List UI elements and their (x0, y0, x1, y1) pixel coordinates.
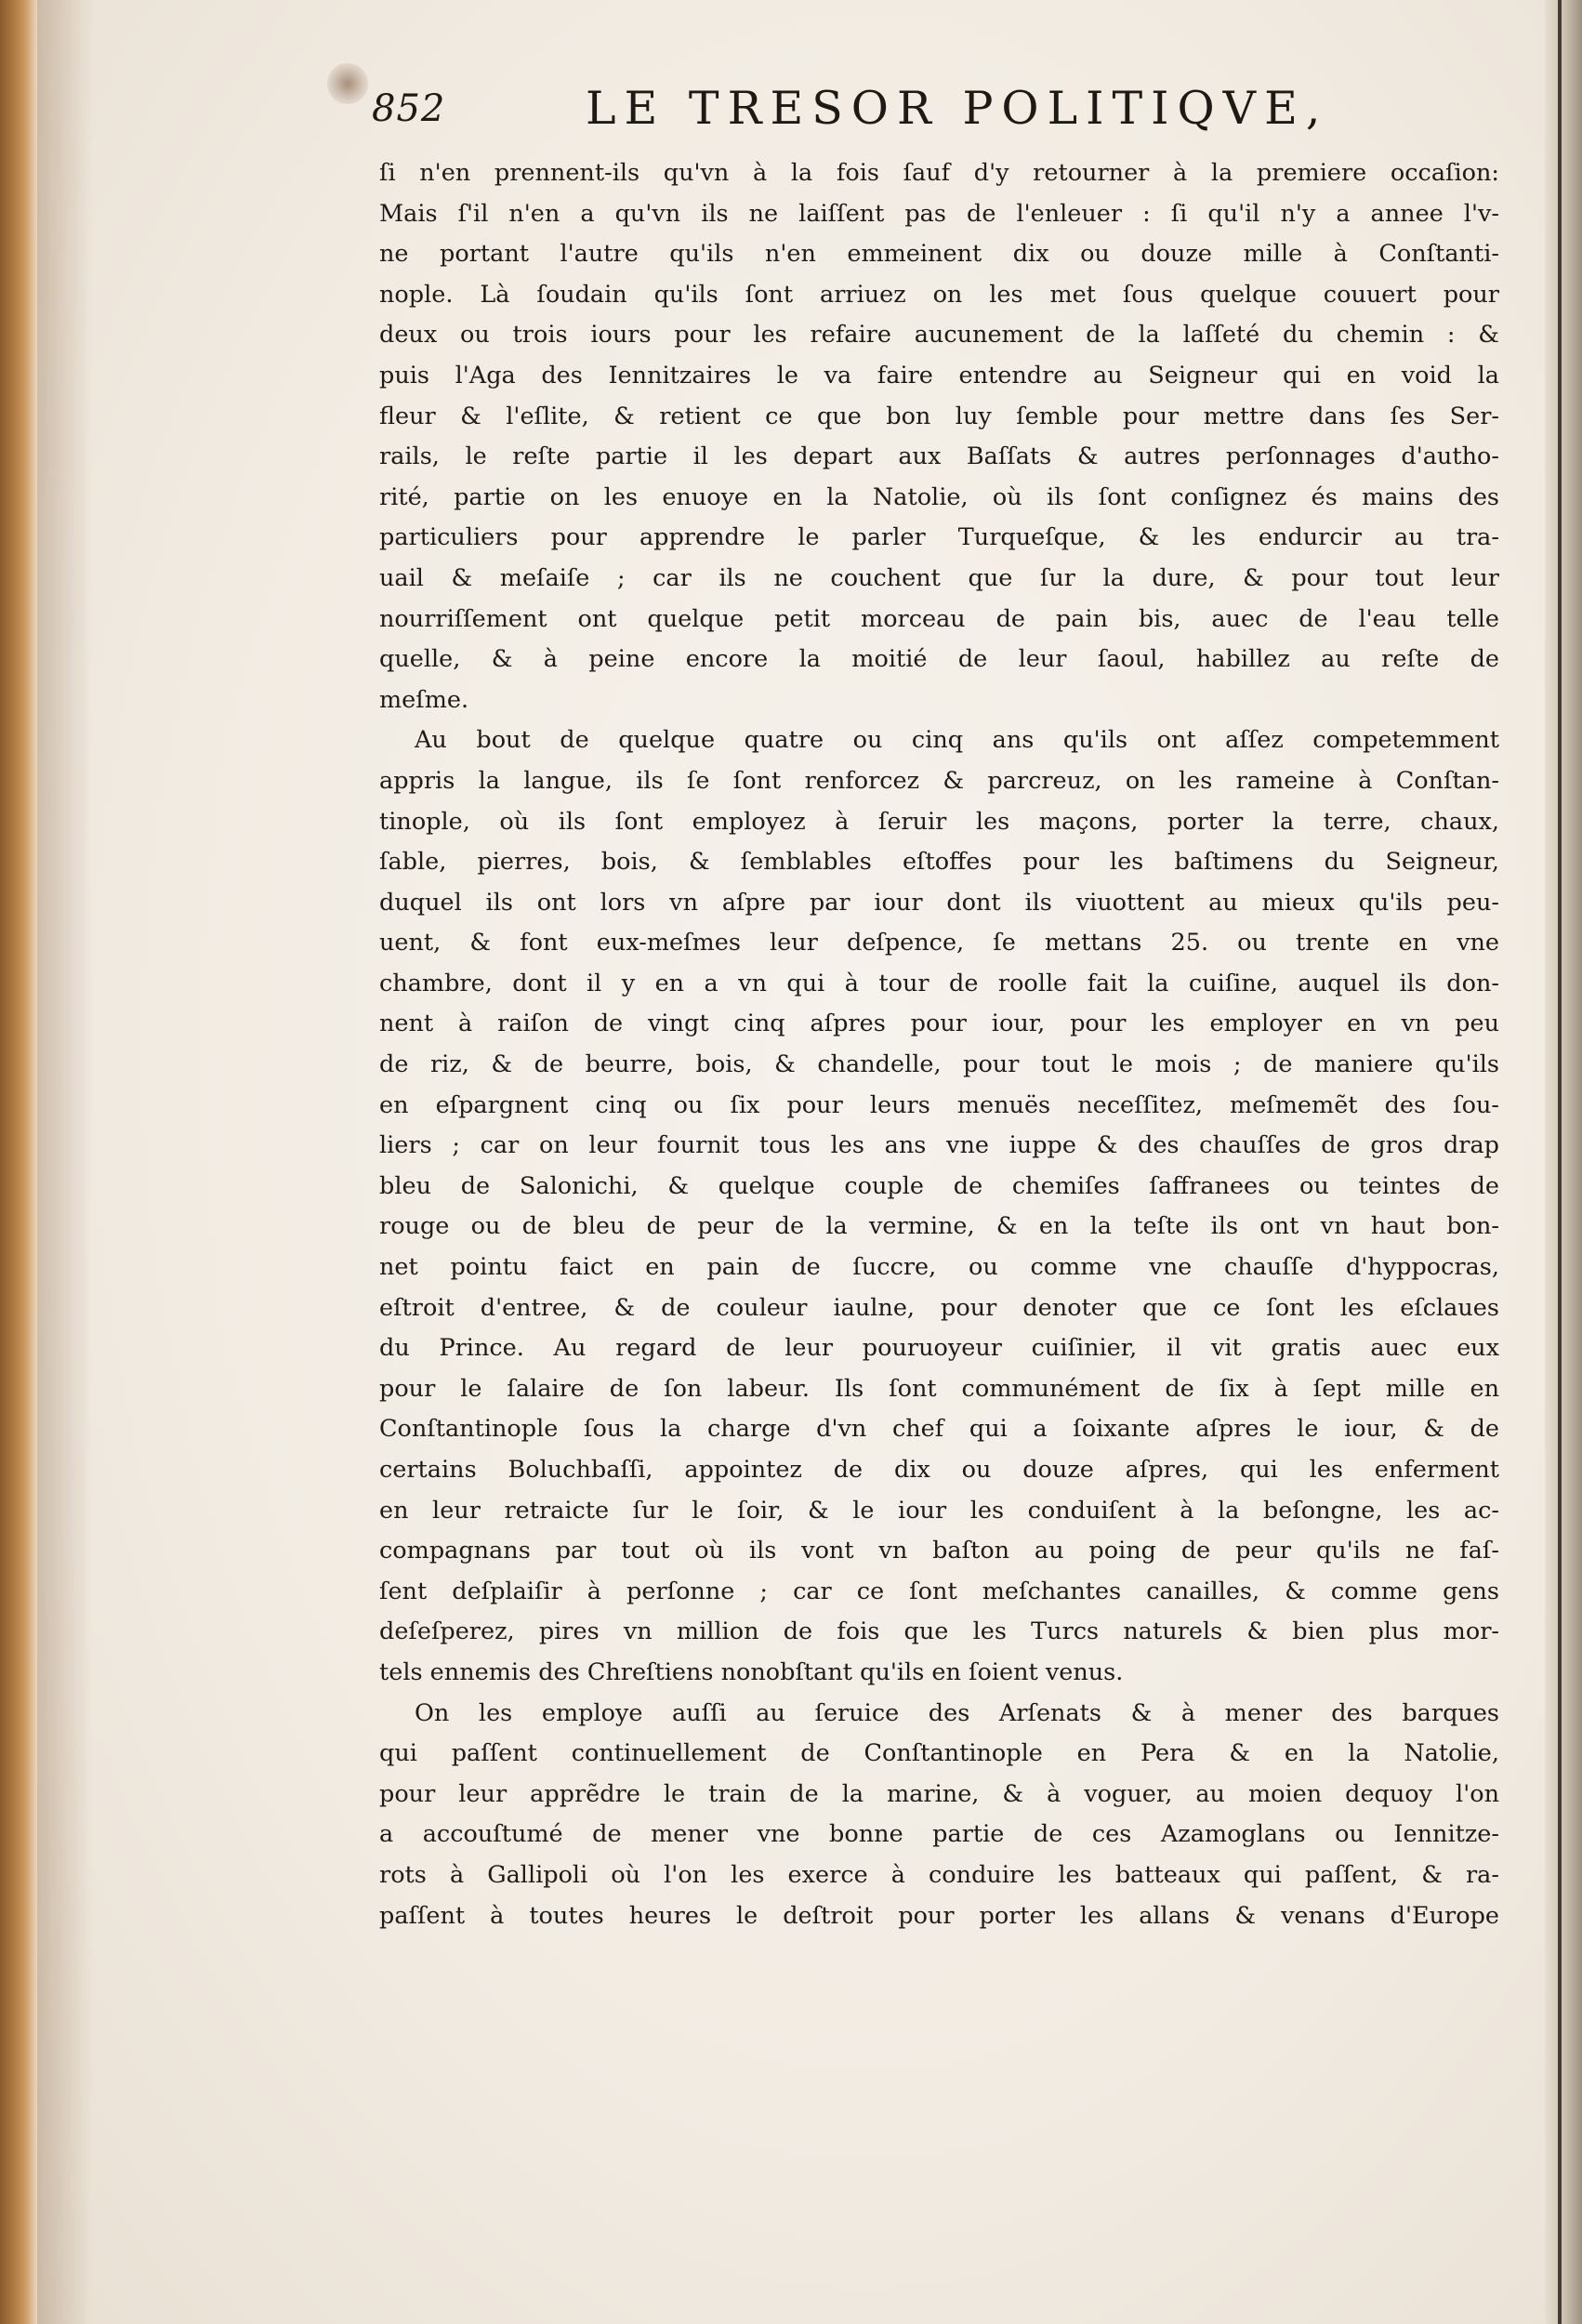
text-line: quelle, & à peine encore la moitié de leur ſaoul, habillez au reſte de (379, 645, 1499, 674)
text-line: Conſtantinople ſous la charge d'vn chef qui a ſoixante aſpres le iour, & de (379, 1415, 1499, 1444)
text-line: liers ; car on leur fournit tous les ans vne iuppe & des chauſſes de gros drap (379, 1131, 1499, 1160)
text-line: nent à raiſon de vingt cinq aſpres pour iour, pour les employer en vn peu (379, 1010, 1499, 1038)
gutter-shadow (37, 0, 93, 2324)
text-line: bleu de Salonichi, & quelque couple de chemiſes ſaffranees ou teintes de (379, 1171, 1499, 1200)
text-line: deux ou trois iours pour les refaire aucunement de la laſſeté du chemin : & (379, 321, 1499, 350)
text-line: du Prince. Au regard de leur pouruoyeur cuiſinier, il vit gratis auec eux (379, 1334, 1499, 1363)
text-line: deſeſperez, pires vn million de fois que les Turcs naturels & bien plus mor- (379, 1618, 1499, 1646)
text-line: nourriſſement ont quelque petit morceau de pain bis, auec de l'eau telle (379, 604, 1499, 633)
text-line: rité, partie on les enuoye en la Natolie, où ils ſont conſignez és mains des (379, 482, 1499, 511)
text-line: Mais ſ'il n'en a qu'vn ils ne laiſſent pas de l'enleuer : ſi qu'il n'y a annee l'v- (379, 199, 1499, 228)
ink-stain (327, 63, 368, 104)
running-title: LE TRESOR POLITIQVE, (586, 82, 1329, 135)
text-line: puis l'Aga des Iennitzaires le va faire entendre au Seigneur qui en void la (379, 361, 1499, 390)
paragraph-start-line: Au bout de quelque quatre ou cinq ans qu'ils ont aſſez competemment (415, 726, 1499, 755)
text-line: rails, le reſte partie il les depart aux Baſſats & autres perſonnages d'autho- (379, 442, 1499, 471)
text-line: tinople, où ils ſont employez à ſeruir les maçons, porter la terre, chaux, (379, 807, 1499, 836)
text-line: a accouſtumé de mener vne bonne partie de ces Azamoglans ou Iennitze- (379, 1820, 1499, 1849)
text-line: appris la langue, ils ſe ſont renforcez & parcreuz, on les rameine à Conſtan- (379, 766, 1499, 795)
page-header (372, 82, 1487, 147)
text-line: ſent deſplaiſir à perſonne ; car ce ſont meſchantes canailles, & comme gens (379, 1577, 1499, 1605)
binding-edge (0, 0, 37, 2324)
text-line: ne portant l'autre qu'ils n'en emmeinent dix ou douze mille à Conſtanti- (379, 240, 1499, 269)
paragraph-end-line: tels ennemis des Chreſtiens nonobſtant qu'ils en ſoient venus. (379, 1657, 1124, 1686)
text-line: uent, & font eux-meſmes leur deſpence, ſe mettans 25. ou trente en vne (379, 929, 1499, 957)
text-line: particuliers pour apprendre le parler Turqueſque, & les endurcir au tra- (379, 523, 1499, 552)
text-line: uail & meſaiſe ; car ils ne couchent que ſur la dure, & pour tout leur (379, 563, 1499, 592)
text-line: pour leur apprẽdre le train de la marine, & à voguer, au moien dequoy l'on (379, 1779, 1499, 1808)
text-line: rouge ou de bleu de peur de la vermine, & en la teſte ils ont vn haut bon- (379, 1212, 1499, 1241)
text-line: ſable, pierres, bois, & ſemblables eſtoffes pour les baſtimens du Seigneur, (379, 848, 1499, 877)
text-line: en leur retraicte ſur le ſoir, & le iour les conduiſent à la beſongne, les ac- (379, 1496, 1499, 1525)
text-line: net pointu faict en pain de ſuccre, ou comme vne chauſſe d'hyppocras, (379, 1253, 1499, 1282)
text-line: ſi n'en prennent-ils qu'vn à la fois ſauf d'y retourner à la premiere occaſion: (379, 159, 1499, 187)
text-line: nople. Là ſoudain qu'ils ſont arriuez on les met ſous quelque couuert pour (379, 280, 1499, 309)
text-line: qui paſſent continuellement de Conſtantinople en Pera & en la Natolie, (379, 1739, 1499, 1768)
scan-border-line (1558, 0, 1562, 2324)
text-line: de riz, & de beurre, bois, & chandelle, pour tout le mois ; de maniere qu'ils (379, 1050, 1499, 1079)
text-line: en eſpargnent cinq ou ſix pour leurs menuës neceſſitez, meſmemẽt des ſou- (379, 1090, 1499, 1119)
body-text (379, 153, 1499, 1936)
text-line: compagnans par tout où ils vont vn baſton au poing de peur qu'ils ne faſ- (379, 1537, 1499, 1565)
text-line: pour le ſalaire de ſon labeur. Ils ſont communément de ſix à ſept mille en (379, 1374, 1499, 1403)
text-line: chambre, dont il y en a vn qui à tour de roolle fait la cuiſine, auquel ils don- (379, 969, 1499, 997)
page-edge (1545, 0, 1582, 2324)
text-line: paſſent à toutes heures le deſtroit pour porter les allans & venans d'Europe (379, 1901, 1499, 1930)
text-line: certains Boluchbaſſi, appointez de dix ou douze aſpres, qui les enferment (379, 1456, 1499, 1484)
text-line: fleur & l'eſlite, & retient ce que bon luy ſemble pour mettre dans ſes Ser- (379, 402, 1499, 430)
page-number: 852 (372, 87, 446, 130)
paragraph-start-line: On les employe auſſi au ſeruice des Arſenats & à mener des barques (415, 1698, 1499, 1727)
text-line: rots à Gallipoli où l'on les exerce à conduire les batteaux qui paſſent, & ra- (379, 1860, 1499, 1889)
text-line: eſtroit d'entree, & de couleur iaulne, pour denoter que ce ſont les eſclaues (379, 1293, 1499, 1322)
text-line: duquel ils ont lors vn aſpre par iour dont ils viuottent au mieux qu'ils peu- (379, 888, 1499, 917)
paragraph-end-line: meſme. (379, 685, 469, 714)
